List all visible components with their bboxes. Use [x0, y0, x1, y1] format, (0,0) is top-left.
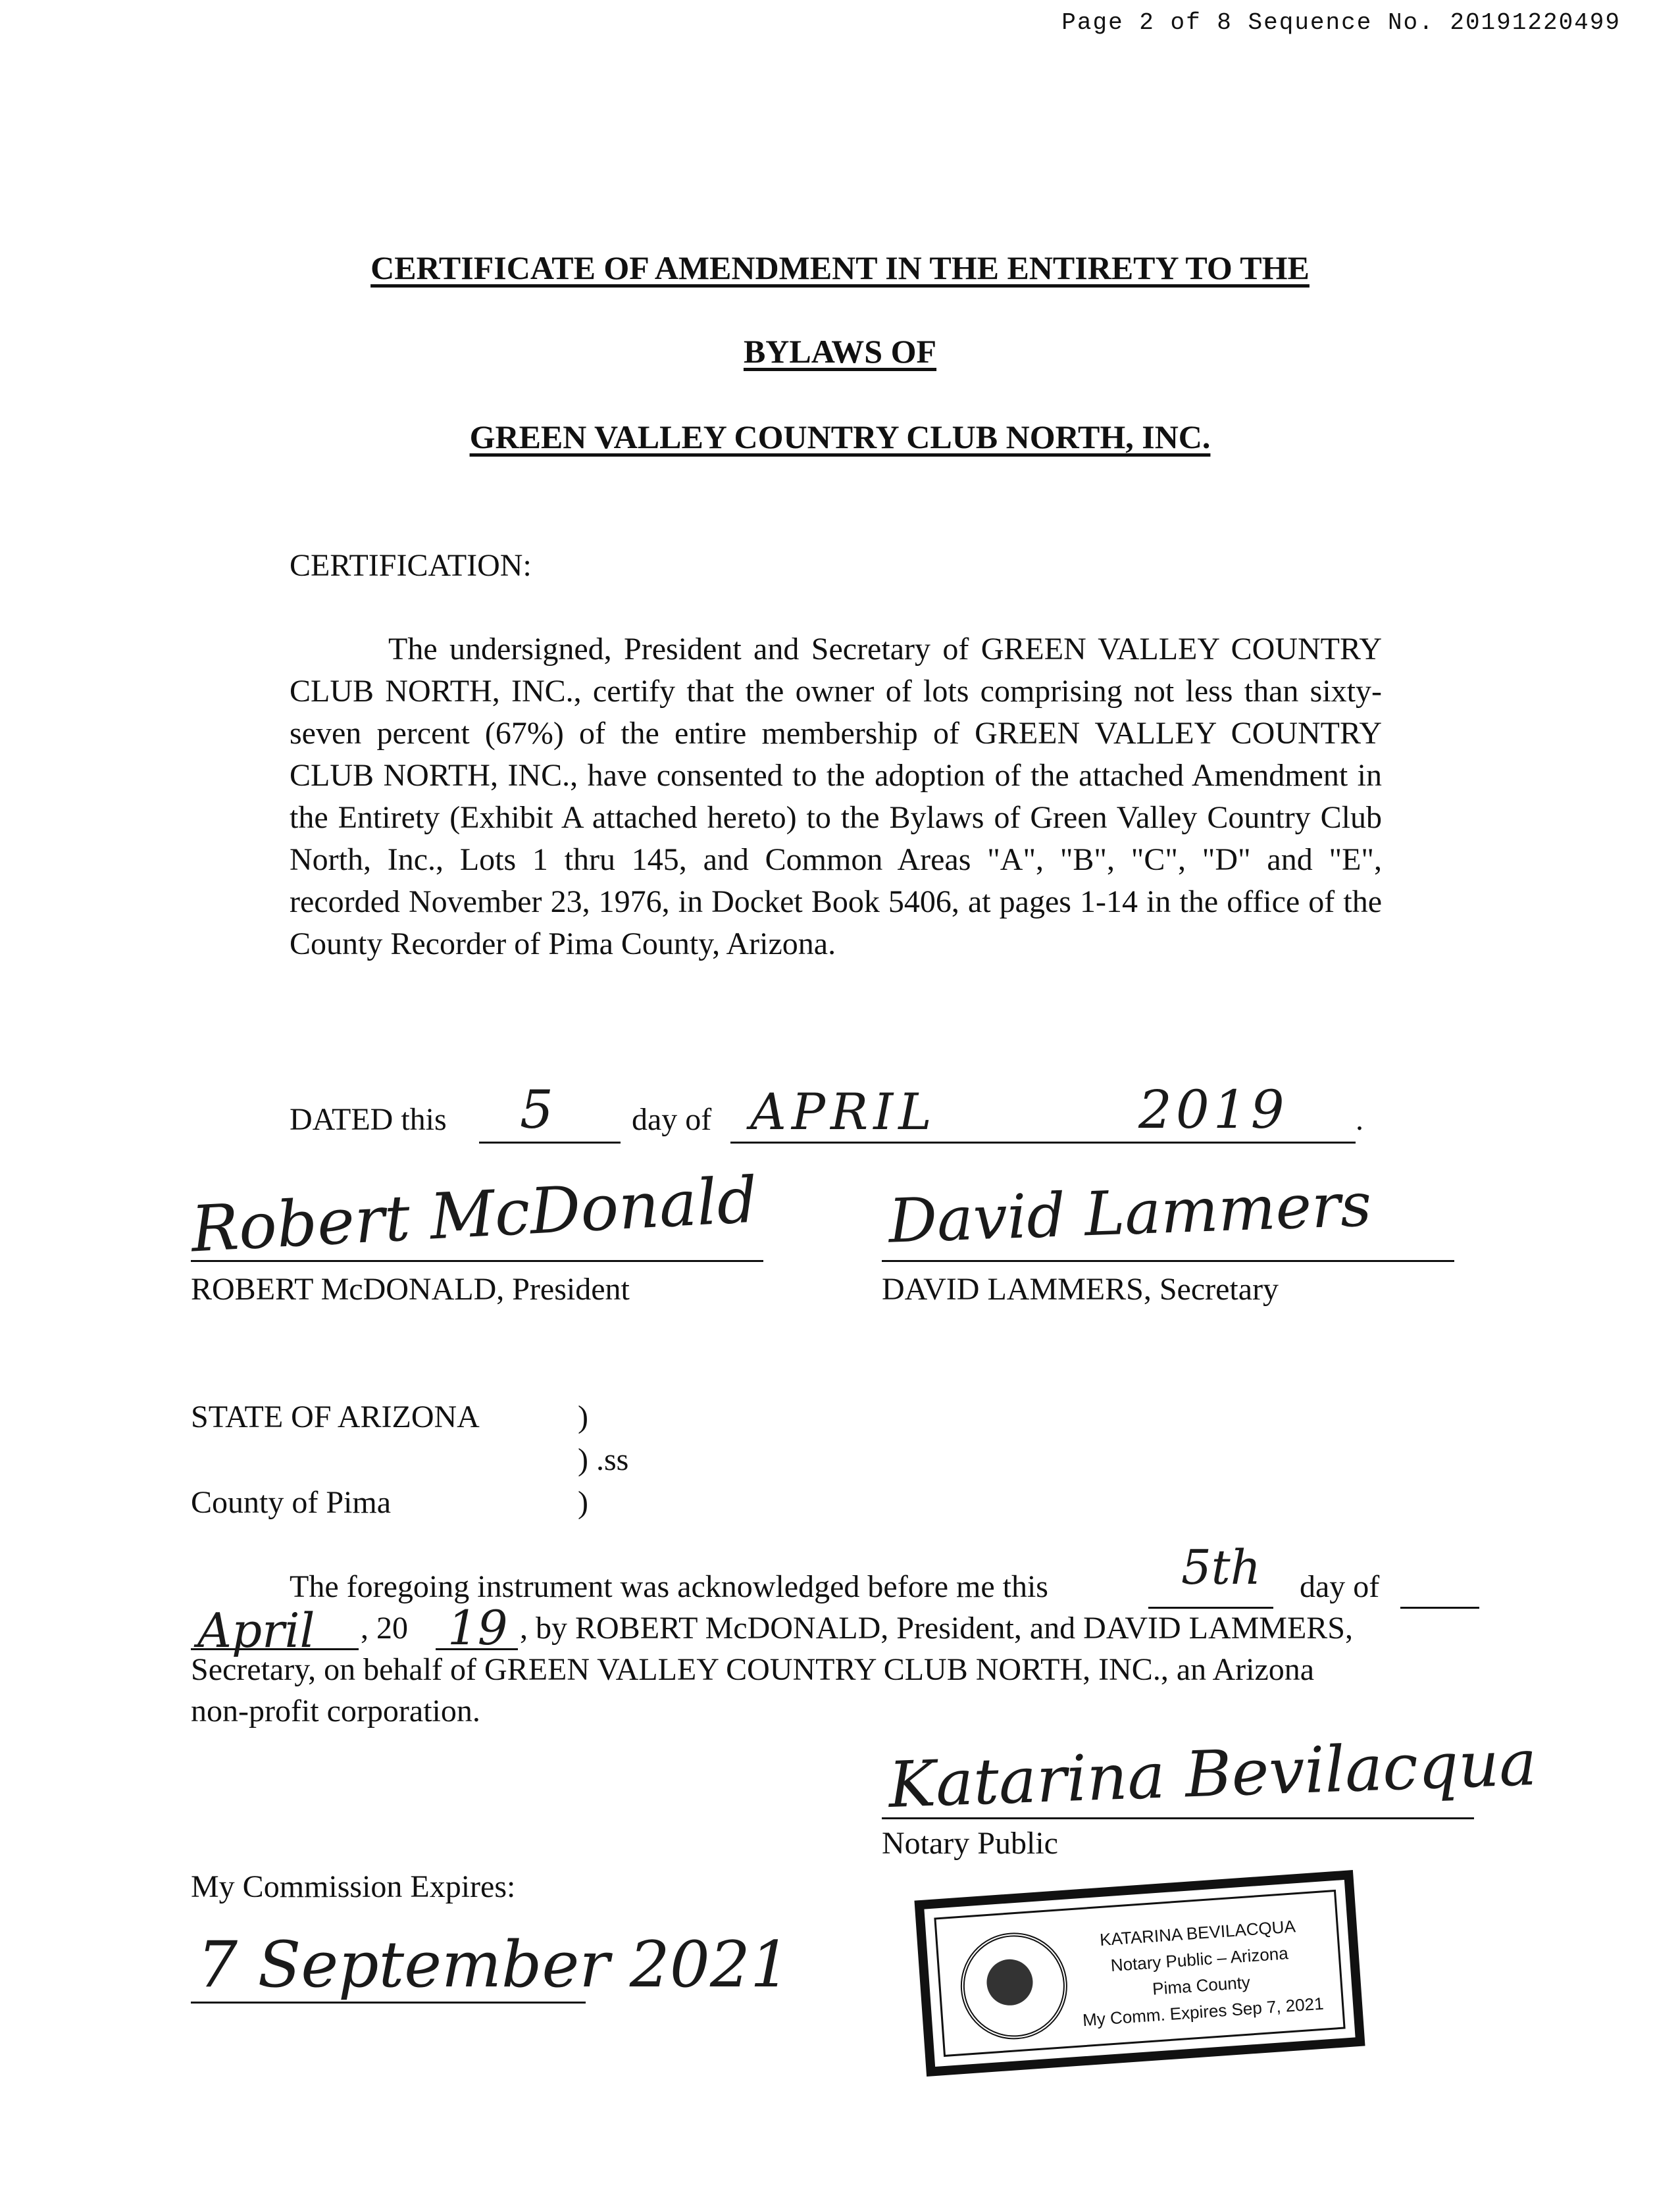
dated-prefix: DATED this [290, 1102, 447, 1137]
state-seal-icon [957, 1929, 1071, 2043]
commission-date-handwritten: 7 September 2021 [197, 1928, 791, 2002]
title-line-3: GREEN VALLEY COUNTRY CLUB NORTH, INC. [469, 418, 1211, 455]
certification-paragraph: The undersigned, President and Secretary of GREEN VALLEY COUNTRY CLUB NORTH, INC., certify that the owner of lots comprising not less than sixty-seven percent (67%) of the entire membership of GREEN VALLEY COUNTRY CLUB NORTH, INC., have consented to the adoption of the attached Amendment in the Entirety (Exhibit A attached hereto) to the Bylaws of Green Valley Country Club North, Inc., Lots 1 thru 145, and Common Areas "A", "B", "C", "D" and "E", recorded November 23, 1976, in Docket Book 5406, at pages 1-14 in the office of the County Recorder of Pima County, Arizona. [290, 632, 1382, 961]
ack-month-handwritten: April [197, 1603, 315, 1658]
venue-ss: ) .ss [578, 1442, 629, 1477]
page-sequence-header: Page 2 of 8 Sequence No. 20191220499 [1061, 9, 1621, 36]
commission-date-line [191, 2002, 586, 2004]
ack-year-prefix: , 20 [361, 1611, 408, 1646]
stamp-expires: My Comm. Expires Sep 7, 2021 [1082, 1993, 1325, 2031]
stamp-county: Pima County [1152, 1972, 1251, 1999]
president-signature: Robert McDonald [189, 1163, 759, 1267]
venue-state: STATE OF ARIZONA [191, 1400, 480, 1434]
ack-day-handwritten: 5th [1181, 1540, 1261, 1595]
ack-day-of: day of [1300, 1569, 1380, 1604]
stamp-name: KATARINA BEVILACQUA [1099, 1916, 1296, 1950]
title-line-2: BYLAWS OF [743, 333, 937, 370]
ack-month-line-end [1400, 1607, 1479, 1609]
notary-stamp [914, 1870, 1365, 2077]
acknowledgment-line-1: The foregoing instrument was acknowledged before me this [290, 1569, 1048, 1604]
acknowledgment-line-3: Secretary, on behalf of GREEN VALLEY COUNTRY CLUB NORTH, INC., an Arizona [191, 1652, 1315, 1687]
dated-suffix: . [1356, 1102, 1363, 1137]
acknowledgment-line-4: non-profit corporation. [191, 1694, 480, 1728]
secretary-signature-line [882, 1260, 1454, 1262]
president-caption: ROBERT McDONALD, President [191, 1272, 630, 1307]
certification-heading: CERTIFICATION: [290, 548, 532, 583]
notary-signature-line [882, 1817, 1474, 1819]
dated-day-line [479, 1142, 621, 1144]
notary-caption: Notary Public [882, 1826, 1058, 1861]
stamp-text [1069, 1911, 1332, 2034]
venue-paren-3: ) [578, 1485, 588, 1520]
venue-paren-1: ) [578, 1400, 588, 1434]
president-signature-line [191, 1260, 763, 1262]
title-line-1: CERTIFICATE OF AMENDMENT IN THE ENTIRETY TO THE [370, 249, 1310, 286]
stamp-title: Notary Public – Arizona [1109, 1943, 1289, 1976]
venue-county: County of Pima [191, 1485, 392, 1520]
dated-month-handwritten: APRIL [750, 1082, 937, 1141]
dated-day-handwritten: 5 [520, 1079, 553, 1140]
ack-year-handwritten: 19 [447, 1600, 508, 1655]
commission-label: My Commission Expires: [191, 1869, 516, 1904]
secretary-signature: David Lammers [887, 1169, 1373, 1257]
notary-signature: Katarina Bevilacqua [887, 1725, 1539, 1823]
dated-middle: day of [632, 1102, 712, 1137]
dated-month-line [730, 1142, 1356, 1144]
secretary-caption: DAVID LAMMERS, Secretary [882, 1272, 1279, 1307]
dated-year-handwritten: 2019 [1138, 1079, 1288, 1140]
acknowledgment-line-2: , by ROBERT McDONALD, President, and DAVID LAMMERS, [520, 1611, 1353, 1646]
